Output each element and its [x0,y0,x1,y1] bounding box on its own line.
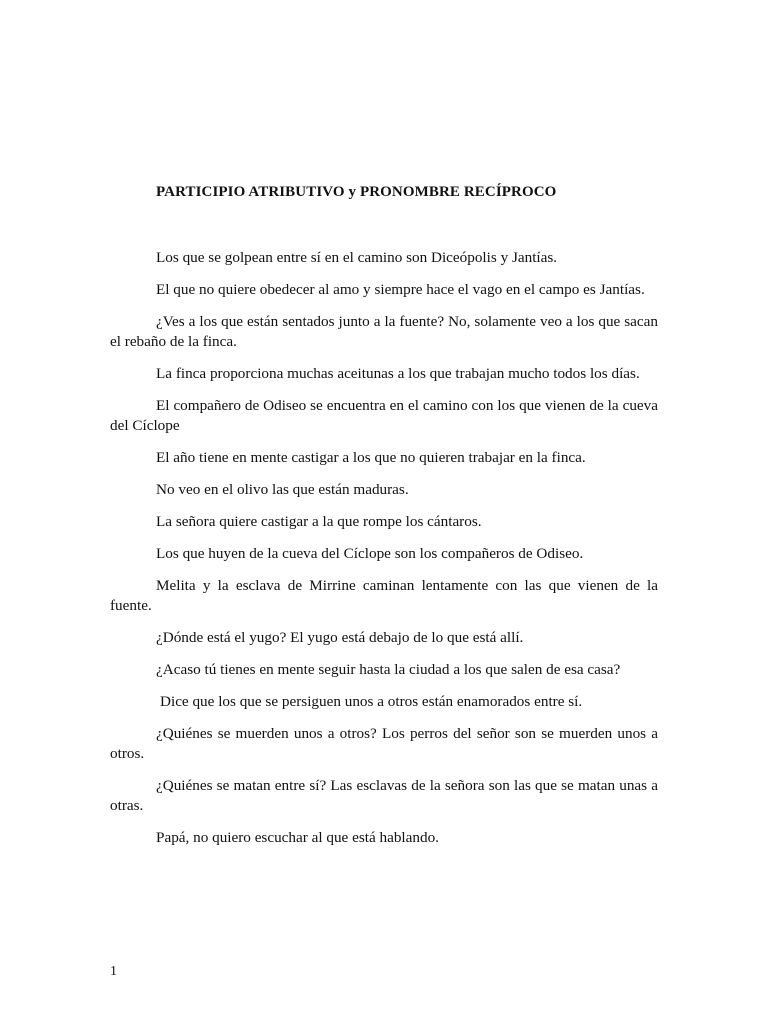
paragraph: El compañero de Odiseo se encuentra en el camino con los que vienen de la cueva del Cíclope [110,397,658,434]
paragraph: El que no quiere obedecer al amo y siempre hace el vago en el campo es Jantías. [156,281,645,298]
paragraph: ¿Quiénes se matan entre sí? Las esclavas de la señora son las que se matan unas a otras. [110,777,658,814]
page-title: PARTICIPIO ATRIBUTIVO y PRONOMBRE RECÍPROCO [156,184,557,200]
paragraph: Melita y la esclava de Mirrine caminan lentamente con las que vienen de la fuente. [110,577,658,614]
paragraph: La señora quiere castigar a la que rompe los cántaros. [156,513,482,530]
paragraph: ¿Quiénes se muerden unos a otros? Los perros del señor son se muerden unos a otros. [110,725,658,762]
document-body [110,248,658,860]
page-number: 1 [110,964,117,979]
paragraph: El año tiene en mente castigar a los que no quieren trabajar en la finca. [156,449,586,466]
paragraph: Los que huyen de la cueva del Cíclope son los compañeros de Odiseo. [156,545,584,562]
paragraph: ¿Ves a los que están sentados junto a la fuente? No, solamente veo a los que sacan el rebaño de la finca. [110,313,658,350]
paragraph: ¿Dónde está el yugo? El yugo está debajo de lo que está allí. [156,629,524,646]
paragraph: La finca proporciona muchas aceitunas a los que trabajan mucho todos los días. [156,365,640,382]
paragraph: Dice que los que se persiguen unos a otros están enamorados entre sí. [160,693,583,710]
paragraph: ¿Acaso tú tienes en mente seguir hasta la ciudad a los que salen de esa casa? [156,661,621,678]
paragraph: Papá, no quiero escuchar al que está hablando. [156,829,439,846]
paragraph: No veo en el olivo las que están maduras. [156,481,409,498]
paragraph: Los que se golpean entre sí en el camino son Diceópolis y Jantías. [156,249,558,266]
